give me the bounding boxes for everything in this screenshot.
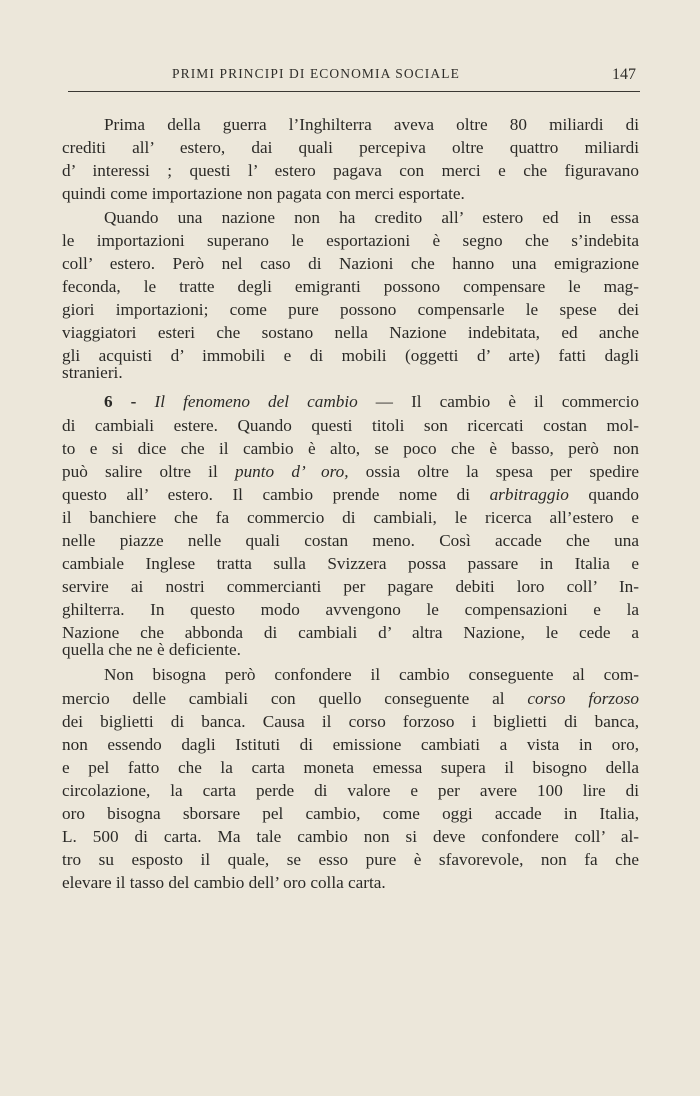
text-run: può salire oltre il — [62, 462, 218, 481]
text-line — [62, 484, 639, 506]
section-number: 6 - — [104, 392, 137, 411]
italic-term: punto d’ oro, — [234, 462, 349, 481]
text-line: nelle piazze nelle quali costan meno. Così accade che una — [62, 531, 639, 550]
text-line: quella che ne è deficiente. — [62, 640, 241, 659]
text-line: dei biglietti di banca. Causa il corso forzoso i biglietti di banca, — [62, 712, 639, 731]
text-line: Nazione che abbonda di cambiali d’ altra Nazione, le cede a — [62, 623, 639, 642]
page-number: 147 — [612, 66, 636, 83]
text-line: tro su esposto il quale, se esso pure è sfavorevole, non fa che — [62, 850, 639, 869]
text-line: viaggiatori esteri che sostano nella Nazione indebitata, ed anche — [62, 323, 639, 342]
text-line: Non bisogna però confondere il cambio conseguente al com- — [104, 665, 639, 684]
italic-term: corso forzoso — [527, 689, 639, 708]
text-line: elevare il tasso del cambio dell’ oro colla carta. — [62, 873, 386, 892]
text-line: giori importazioni; come pure possono compensarle le spese dei — [62, 300, 639, 319]
section-heading-line — [104, 391, 639, 413]
text-line: stranieri. — [62, 363, 123, 382]
header-rule — [68, 91, 640, 92]
text-run: quando — [588, 485, 639, 504]
text-line: quindi come importazione non pagata con merci esportate. — [62, 184, 465, 203]
text-line: oro bisogna sborsare pel cambio, come oggi accade in Italia, — [62, 804, 639, 823]
text-run: ossia oltre la spesa per spedire — [365, 462, 639, 481]
text-line: coll’ estero. Però nel caso di Nazioni che hanno una emigrazione — [62, 254, 639, 273]
text-line — [62, 461, 639, 483]
running-title: PRIMI PRINCIPI DI ECONOMIA SOCIALE — [172, 66, 460, 81]
italic-term: arbitraggio — [489, 485, 569, 504]
text-line: e pel fatto che la carta moneta emessa supera il bisogno della — [62, 758, 639, 777]
text-line: crediti all’ estero, dai quali percepiva oltre quattro miliardi — [62, 138, 639, 157]
text-run: questo all’ estero. Il cambio prende nome di — [62, 485, 471, 504]
text-line: il banchiere che fa commercio di cambiali, le ricerca all’estero e — [62, 508, 639, 527]
text-line: feconda, le tratte degli emigranti possono compensare le mag- — [62, 277, 639, 296]
text-line: Prima della guerra l’Inghilterra aveva oltre 80 miliardi di — [104, 115, 639, 134]
text-line: le importazioni superano le esportazioni è segno che s’indebita — [62, 231, 639, 250]
text-line: servire ai nostri commercianti per pagare debiti loro coll’ In- — [62, 577, 639, 596]
text-line: non essendo dagli Istituti di emissione cambiati a vista in oro, — [62, 735, 639, 754]
text-line: Quando una nazione non ha credito all’ estero ed in essa — [104, 208, 639, 227]
text-line — [62, 688, 639, 710]
text-line: di cambiali estere. Quando questi titoli son ricercati costan mol- — [62, 416, 639, 435]
text-line: to e si dice che il cambio è alto, se poco che è basso, però non — [62, 439, 639, 458]
text-line: d’ interessi ; questi l’ estero pagava con merci e che figuravano — [62, 161, 639, 180]
text-line: gli acquisti d’ immobili e di mobili (oggetti d’ arte) fatti dagli — [62, 346, 639, 365]
text-line: cambiale Inglese tratta sulla Svizzera possa passare in Italia e — [62, 554, 639, 573]
section-title: Il fenomeno del cambio — [154, 392, 358, 411]
text-line: circolazione, la carta perde di valore e per avere 100 lire di — [62, 781, 639, 800]
text-line: ghilterra. In questo modo avvengono le compensazioni e la — [62, 600, 639, 619]
text-line: L. 500 di carta. Ma tale cambio non si deve confondere coll’ al- — [62, 827, 639, 846]
text-run: mercio delle cambiali con quello conseguente al — [62, 689, 505, 708]
text-run: — Il cambio è il commercio — [375, 392, 640, 411]
